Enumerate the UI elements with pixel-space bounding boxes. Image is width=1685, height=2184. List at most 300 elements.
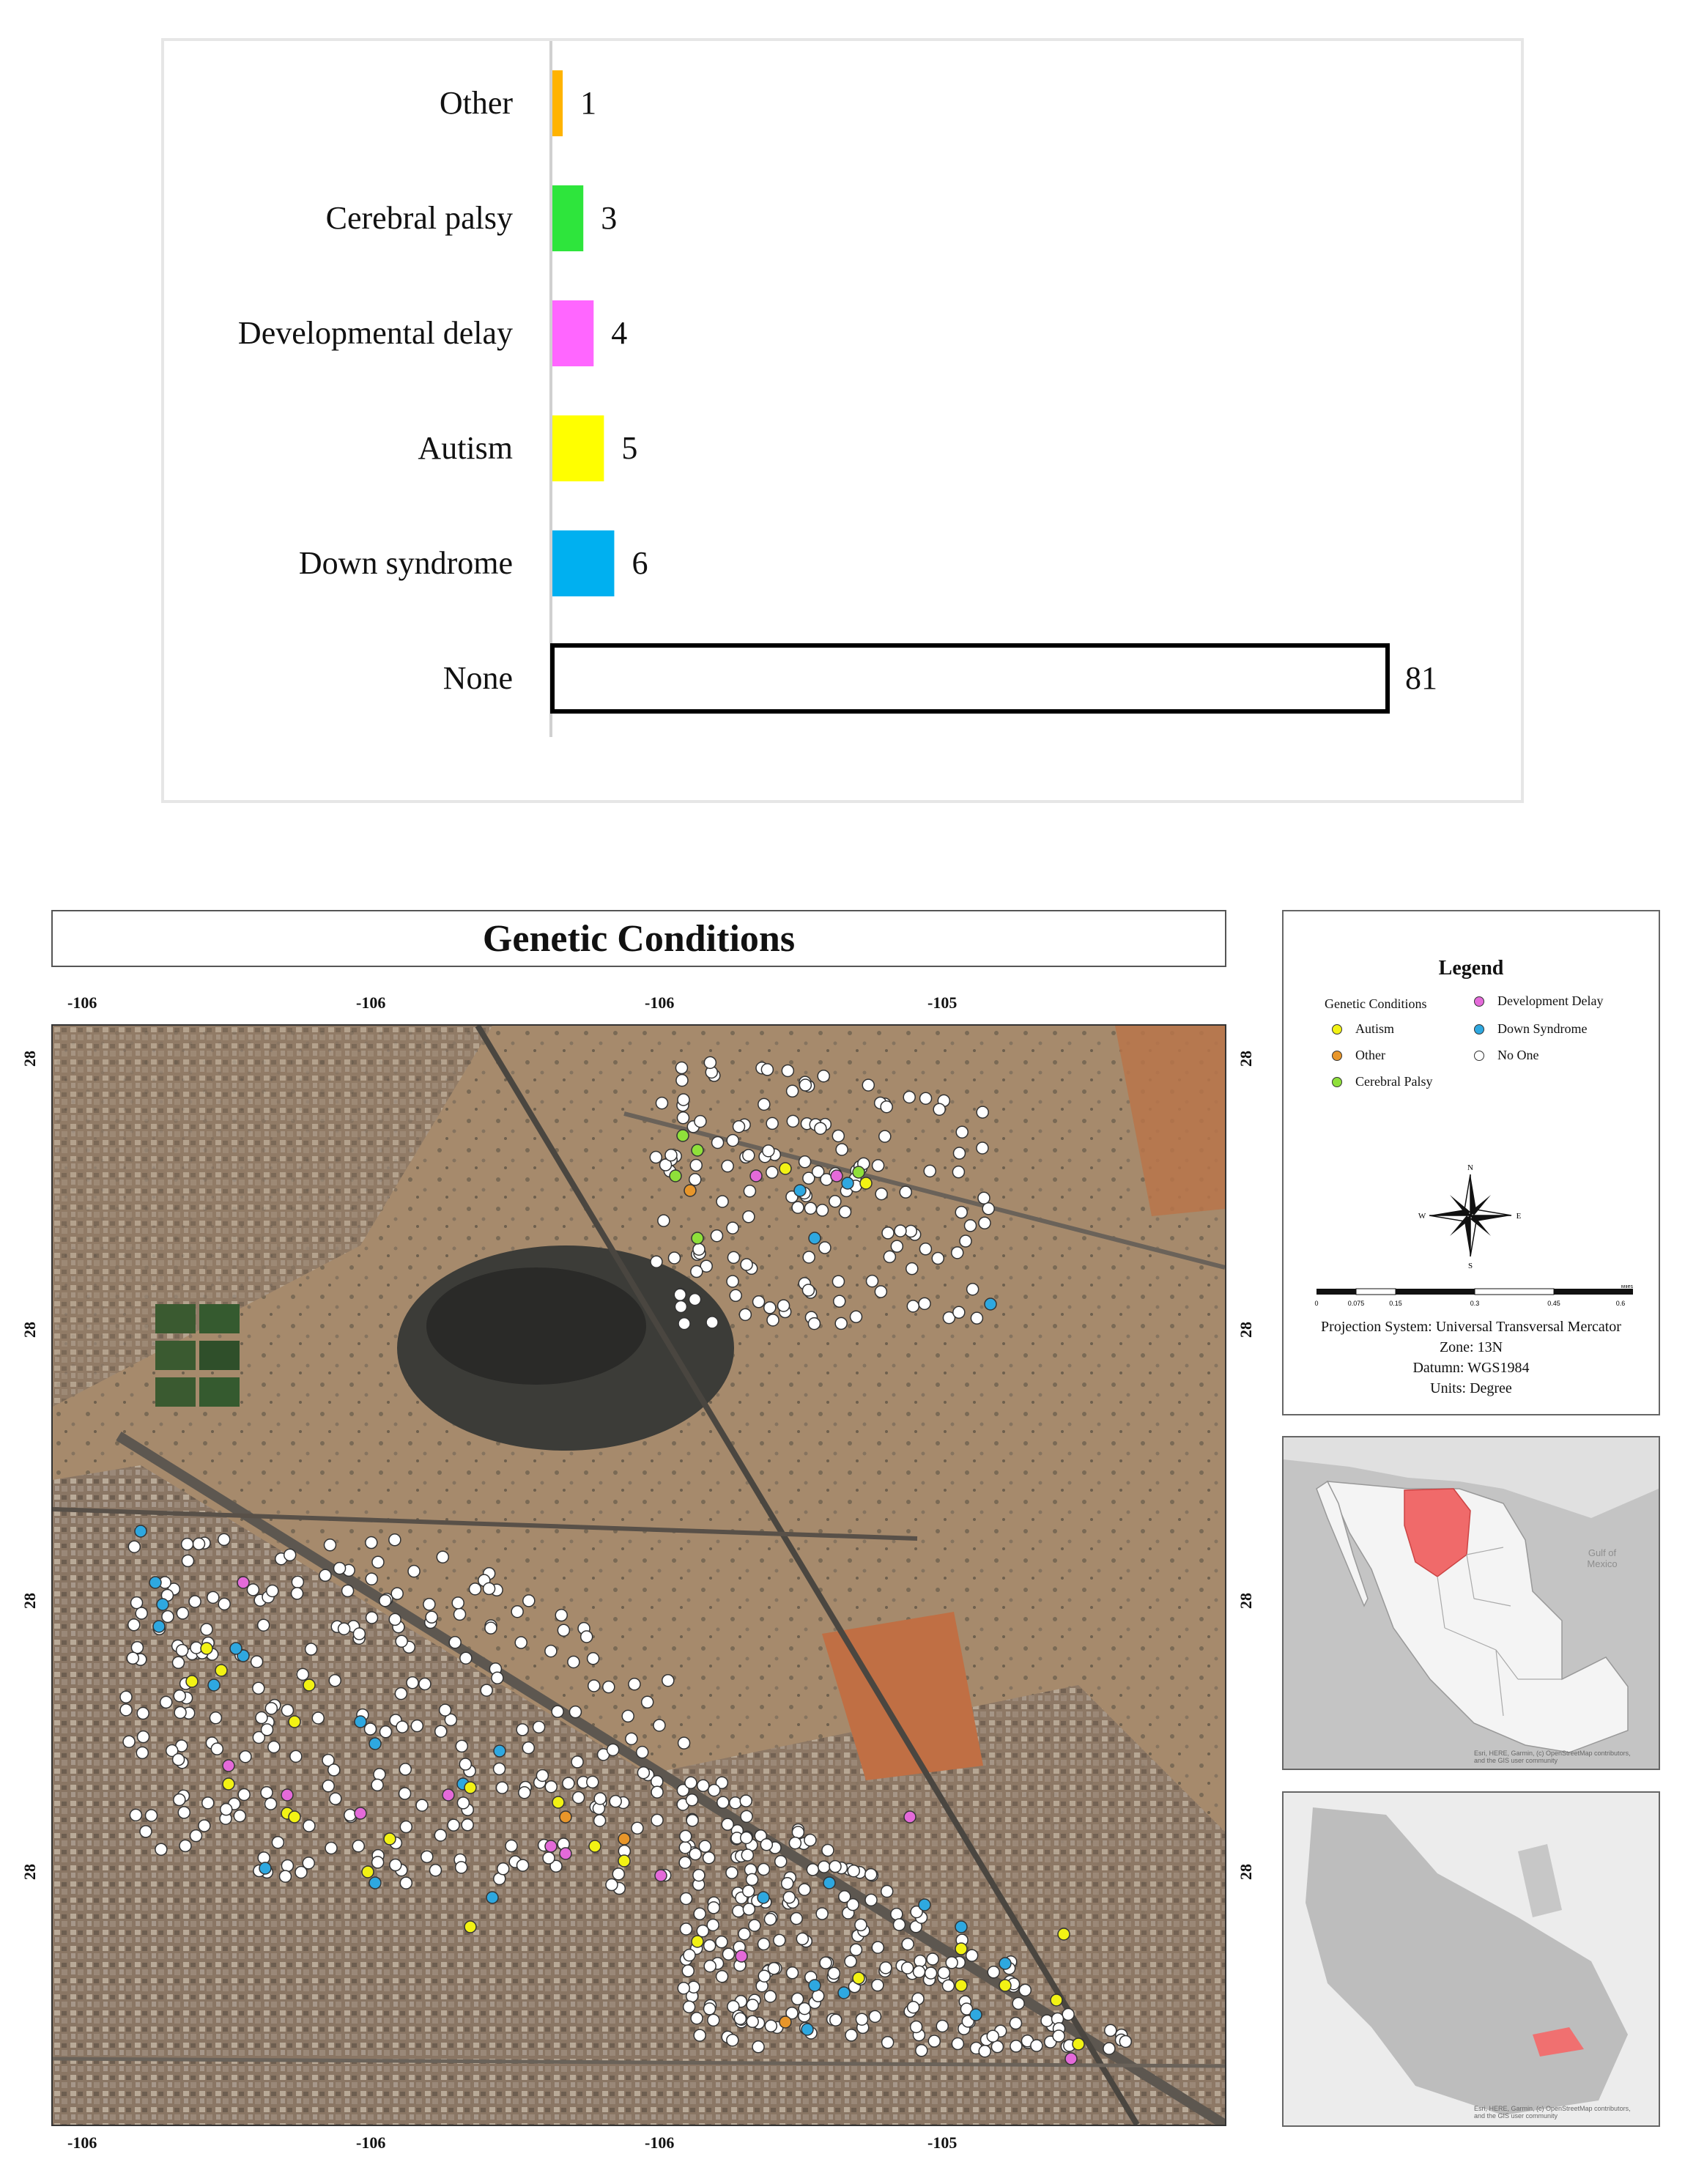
household-point-no-one [656,1097,667,1109]
household-point-autism [779,1163,791,1174]
household-point-no-one [848,1865,859,1877]
household-point-no-one [372,1857,384,1868]
household-point-cerebral-palsy [692,1144,703,1156]
household-point-no-one [734,2013,746,2024]
household-point-no-one [533,1721,545,1733]
household-point-no-one [850,1311,862,1322]
household-point-no-one [519,1787,530,1799]
zone-text: Zone: 13N [1439,1339,1503,1355]
household-point-no-one [691,2013,703,2024]
household-point-no-one [747,1999,758,2011]
top-tick: -105 [927,993,958,1012]
household-point-no-one [674,1289,686,1300]
household-point-no-one [727,1276,738,1287]
household-point-no-one [399,1788,411,1799]
household-point-no-one [240,1751,251,1763]
household-point-no-one [261,1787,273,1799]
household-point-no-one [829,1861,841,1873]
bottom-tick: -106 [356,2133,386,2152]
legend-swatch [1332,1051,1342,1061]
household-point-no-one [758,1864,769,1876]
household-point-no-one [708,1785,720,1796]
bar-down-syndrome [552,530,614,596]
household-point-no-one [697,1780,709,1791]
household-point-no-one [764,1302,776,1314]
household-point-no-one [743,1150,755,1161]
household-point-no-one [662,1675,674,1687]
household-point-no-one [581,1631,593,1643]
value-label: 5 [621,430,638,466]
compass-w: W [1418,1212,1426,1221]
household-point-no-one [691,1266,703,1278]
household-point-no-one [211,1743,223,1755]
legend-label: Down Syndrome [1497,1021,1588,1036]
city-outline [1284,1793,1659,2125]
household-point-no-one [727,1222,738,1234]
household-point-no-one [733,1121,745,1133]
household-point-no-one [352,1840,364,1852]
household-point-no-one [799,1079,811,1091]
inset-map-mexico[interactable] [1282,1436,1660,1770]
household-point-no-one [234,1810,245,1822]
household-point-no-one [366,1537,377,1549]
household-point-no-one [290,1750,302,1762]
household-point-no-one [329,1675,341,1687]
household-point-no-one [1010,2040,1022,2052]
household-point-no-one [881,1886,893,1898]
household-point-no-one [573,1791,585,1803]
household-point-no-one [136,1747,148,1758]
household-point-no-one [303,1857,314,1869]
household-point-no-one [907,1300,919,1312]
legend-label: No One [1497,1048,1539,1062]
household-point-no-one [416,1799,428,1811]
household-point-no-one [726,1867,738,1878]
household-point-no-one [281,1704,293,1716]
household-point-no-one [875,1188,887,1200]
value-label: 81 [1405,660,1437,696]
household-point-no-one [730,1289,741,1301]
household-point-no-one [330,1793,341,1804]
household-point-no-one [140,1826,152,1837]
household-point-no-one [832,1130,844,1141]
household-point-no-one [789,1837,801,1849]
household-point-no-one [325,1843,337,1854]
household-point-no-one [1010,2018,1021,2029]
satellite-map[interactable] [51,1024,1226,2126]
household-point-no-one [804,1202,816,1214]
household-point-no-one [563,1777,574,1789]
household-point-no-one [977,1106,988,1118]
household-point-no-one [210,1712,221,1724]
household-point-no-one [704,2003,716,2015]
household-point-no-one [452,1597,464,1609]
household-point-autism [303,1679,315,1691]
household-point-autism [1051,1994,1062,2006]
category-label: Other [439,85,513,121]
category-label: Autism [418,430,513,466]
compass-rose-icon [1415,1161,1525,1270]
household-point-no-one [651,1256,662,1267]
household-point-no-one [741,1810,752,1822]
household-point-no-one [903,1091,915,1103]
household-point-no-one [680,1830,692,1842]
household-point-no-one [429,1865,441,1876]
household-point-cerebral-palsy [853,1166,864,1178]
household-point-no-one [629,1678,640,1690]
household-point-no-one [932,1253,944,1265]
household-point-no-one [456,1740,467,1752]
household-point-no-one [457,1797,469,1809]
household-point-no-one [694,1908,706,1920]
household-point-no-one [747,2015,758,2027]
top-tick: -106 [67,993,97,1012]
household-point-no-one [379,1726,391,1738]
household-point-no-one [182,1555,193,1566]
household-point-no-one [470,1583,481,1595]
household-point-development-delay [1065,2053,1077,2065]
household-point-no-one [1119,2035,1131,2047]
household-point-no-one [695,1116,706,1128]
bar-none [552,645,1388,711]
household-point-no-one [927,1953,938,1965]
household-point-no-one [262,1724,273,1736]
household-point-no-one [588,1680,600,1692]
household-point-no-one [730,1797,741,1809]
household-point-development-delay [281,1789,293,1801]
household-point-no-one [506,1840,517,1852]
household-point-no-one [760,1839,772,1851]
household-point-no-one [987,2030,999,2042]
household-point-other [779,2016,791,2028]
household-point-no-one [642,1696,653,1708]
household-point-no-one [120,1704,132,1716]
household-point-no-one [774,1934,785,1946]
household-point-no-one [891,1240,903,1252]
household-point-no-one [928,2035,940,2047]
household-point-no-one [704,1961,716,1972]
left-tick: 28 [21,1864,39,1880]
household-point-no-one [977,1142,988,1154]
household-point-no-one [680,1892,692,1904]
household-point-no-one [174,1690,185,1702]
household-point-no-one [925,1967,937,1979]
household-point-down-syndrome [955,1921,967,1933]
household-point-no-one [761,1064,773,1076]
household-point-no-one [908,2002,919,2013]
household-point-no-one [741,1259,752,1270]
household-point-development-delay [736,1950,747,1962]
household-point-no-one [218,1598,230,1610]
right-tick: 28 [1237,1051,1255,1067]
household-point-no-one [900,1186,911,1198]
household-point-no-one [434,1829,446,1841]
household-point-no-one [952,1247,963,1259]
legend-title: Legend [1438,957,1504,980]
household-point-no-one [753,1296,765,1308]
map-attribution: Esri, HERE, Garmin, (c) OpenStreetMap contributors, and the GIS user community [1474,1750,1631,1764]
household-point-no-one [706,1317,718,1328]
household-point-no-one [933,1103,945,1115]
scale-label: 0.6 [1615,1300,1626,1307]
household-point-no-one [782,1065,793,1076]
household-point-no-one [305,1643,317,1655]
household-point-no-one [835,1317,847,1329]
household-point-no-one [334,1563,346,1574]
household-point-no-one [178,1807,190,1818]
household-point-no-one [875,1286,886,1298]
household-point-autism [589,1840,601,1852]
household-point-development-delay [750,1170,762,1182]
household-point-no-one [338,1623,350,1635]
household-point-cerebral-palsy [670,1170,681,1182]
household-point-no-one [869,2010,881,2022]
value-label: 6 [632,545,648,581]
household-point-no-one [699,1840,711,1852]
household-point-no-one [689,1174,701,1185]
household-point-no-one [238,1788,250,1800]
household-point-no-one [704,1940,716,1952]
map-title: Genetic Conditions [482,917,796,960]
household-point-no-one [1105,2024,1116,2036]
household-point-no-one [716,1196,728,1207]
household-point-no-one [765,2020,777,2032]
household-point-no-one [594,1793,606,1804]
household-point-no-one [515,1637,527,1648]
household-point-no-one [766,1117,778,1129]
household-point-autism [618,1855,630,1867]
household-point-no-one [764,1914,776,1925]
household-point-no-one [916,2045,927,2057]
household-point-no-one [637,1767,649,1779]
household-point-autism [692,1936,703,1947]
household-point-autism [1073,2038,1084,2050]
household-point-no-one [497,1863,509,1875]
household-point-no-one [845,2029,857,2041]
bar-other [552,70,563,136]
household-point-down-syndrome [809,1980,821,1991]
household-point-down-syndrome [230,1643,242,1654]
household-point-no-one [587,1776,599,1788]
household-point-no-one [571,1756,583,1768]
household-point-autism [955,1943,967,1955]
household-point-no-one [522,1742,534,1754]
household-point-no-one [454,1608,466,1620]
household-point-down-syndrome [919,1899,930,1911]
household-point-no-one [684,2001,695,2013]
household-point-autism [289,1716,300,1728]
household-point-development-delay [237,1577,249,1588]
household-point-no-one [395,1688,407,1700]
household-point-no-one [448,1819,459,1831]
household-point-no-one [665,1150,677,1161]
household-point-no-one [568,1656,579,1667]
household-point-no-one [408,1566,420,1577]
household-point-no-one [319,1569,331,1581]
household-point-no-one [836,1144,848,1155]
household-point-down-syndrome [153,1621,165,1632]
household-point-down-syndrome [369,1877,381,1889]
household-point-no-one [942,1980,954,1991]
household-point-development-delay [904,1811,916,1823]
household-point-no-one [880,1962,892,1974]
household-point-no-one [879,1130,891,1142]
household-point-no-one [693,1243,705,1255]
household-point-no-one [819,1242,831,1254]
household-point-down-syndrome [157,1599,168,1610]
household-point-no-one [128,1541,140,1552]
household-point-no-one [727,1135,738,1147]
household-point-no-one [1012,1998,1024,2010]
household-point-no-one [440,1704,451,1716]
household-point-no-one [419,1678,431,1690]
household-point-no-one [407,1677,418,1689]
inset-map-city[interactable] [1282,1791,1660,2127]
household-point-no-one [202,1797,214,1809]
units-text: Units: Degree [1430,1380,1512,1396]
household-point-no-one [146,1810,158,1821]
household-point-down-syndrome [809,1232,821,1244]
scale-bar [1313,1285,1635,1314]
household-point-no-one [960,1235,971,1247]
household-point-autism [1058,1928,1070,1940]
household-point-no-one [872,1980,884,1991]
household-point-no-one [651,1814,663,1826]
household-point-no-one [694,2029,706,2041]
household-point-no-one [967,1284,979,1295]
household-point-no-one [787,1115,799,1127]
household-point-no-one [686,1815,698,1826]
household-point-no-one [873,1160,884,1171]
household-point-no-one [693,1870,705,1881]
value-label: 3 [601,200,618,236]
household-point-no-one [594,1815,606,1826]
household-point-no-one [681,1923,692,1935]
household-point-no-one [379,1595,391,1607]
household-point-no-one [850,1944,862,1955]
household-point-no-one [190,1830,202,1842]
household-point-no-one [965,1220,977,1232]
household-point-no-one [162,1610,174,1622]
household-point-no-one [494,1763,506,1774]
household-point-no-one [606,1879,618,1891]
household-point-no-one [911,2021,922,2032]
household-point-no-one [607,1744,619,1755]
household-point-down-syndrome [823,1877,835,1889]
household-point-no-one [953,1306,965,1318]
household-point-no-one [697,1925,708,1937]
household-point-no-one [400,1877,412,1889]
scale-label: 0.3 [1470,1300,1480,1307]
household-point-no-one [902,1962,914,1974]
household-point-no-one [1031,2040,1043,2051]
household-point-autism [552,1796,564,1808]
household-point-no-one [758,1939,769,1950]
category-label: Down syndrome [298,545,513,581]
compass-n: N [1467,1163,1473,1172]
household-point-no-one [749,1920,760,1931]
household-point-down-syndrome [758,1892,769,1903]
household-point-no-one [207,1591,219,1603]
household-point-no-one [689,1294,701,1306]
right-tick: 28 [1237,1322,1255,1338]
household-point-no-one [603,1681,615,1693]
household-point-no-one [766,1166,778,1178]
left-tick: 28 [21,1322,39,1338]
household-point-no-one [177,1645,188,1656]
household-point-no-one [312,1712,324,1724]
household-point-no-one [865,1869,877,1881]
household-point-no-one [303,1820,315,1832]
household-point-down-syndrome [486,1892,498,1903]
household-point-no-one [708,2014,719,2026]
household-point-no-one [199,1820,210,1832]
household-point-no-one [966,1950,978,1961]
legend-swatch [1474,996,1484,1007]
household-point-no-one [895,1225,906,1237]
household-point-cerebral-palsy [677,1130,689,1141]
legend-item-no-one [1474,1048,1539,1063]
household-point-no-one [799,1156,811,1168]
household-point-no-one [400,1821,412,1833]
household-point-no-one [979,2046,990,2057]
legend-subtitle: Genetic Conditions [1325,996,1427,1011]
household-point-no-one [131,1642,143,1654]
household-point-development-delay [545,1840,557,1852]
household-point-no-one [954,1147,966,1159]
household-point-no-one [867,1276,878,1287]
household-point-no-one [258,1619,270,1631]
household-point-no-one [1062,2008,1074,2020]
household-point-no-one [978,1192,990,1204]
household-point-no-one [881,1101,892,1113]
household-point-no-one [128,1619,140,1631]
household-point-no-one [130,1809,141,1821]
legend-swatch [1332,1024,1342,1034]
household-point-no-one [421,1851,433,1862]
household-point-no-one [862,1079,874,1091]
household-point-no-one [884,1251,895,1262]
household-point-no-one [371,1779,383,1791]
household-point-no-one [256,1712,267,1724]
household-point-no-one [717,1796,729,1808]
household-point-no-one [818,1070,829,1082]
legend-label: Cerebral Palsy [1355,1074,1433,1089]
bar-chart-panel [161,38,1524,803]
household-point-no-one [865,1894,877,1906]
household-point-no-one [758,1098,770,1110]
household-point-no-one [952,2038,963,2050]
bottom-tick: -106 [645,2133,675,2152]
household-point-no-one [668,1252,680,1264]
household-point-no-one [426,1611,437,1623]
household-point-no-one [201,1624,212,1635]
bar-cerebral-palsy [552,185,583,251]
household-point-no-one [733,1906,744,1917]
household-point-no-one [247,1584,259,1596]
household-point-no-one [678,1737,690,1749]
household-point-no-one [372,1556,384,1568]
value-label: 4 [611,315,628,351]
household-point-no-one [703,1852,715,1864]
household-point-no-one [364,1723,376,1735]
household-point-no-one [902,1939,914,1950]
household-point-no-one [137,1708,149,1720]
household-point-no-one [792,1993,804,2005]
household-point-no-one [272,1837,284,1848]
household-point-no-one [768,1963,779,1974]
household-point-no-one [612,1868,624,1880]
